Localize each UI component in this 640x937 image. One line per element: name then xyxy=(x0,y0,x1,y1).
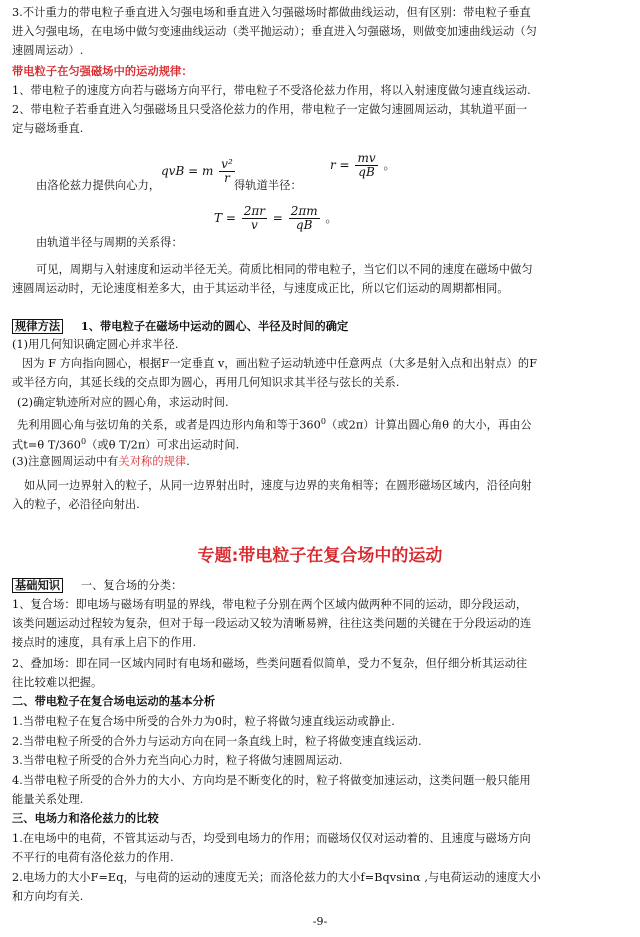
text-line: 往比较难以把握。 xyxy=(12,676,103,689)
text-fragment: 先利用圆心角与弦切角的关系，或者是四边形内角和等于360 xyxy=(17,418,321,432)
text-line: 1、复合场：即电场与磁场有明显的界线，带电粒子分别在两个区域内做两种不同的运动，即分段运动， xyxy=(12,598,528,611)
text-line: 3.当带电粒子所受的合外力充当向心力时，粒子将做匀速圆周运动. xyxy=(12,754,343,767)
text-line: 可见，周期与入射速度和运动半径无关。荷质比相同的带电粒子，当它们以不同的速度在磁场中做匀 xyxy=(36,263,533,276)
formula-equals: = xyxy=(272,211,283,225)
text-line: 或半径方向，其延长线的交点即为圆心，再用几何知识求其半径与弦长的关系. xyxy=(12,376,400,389)
text-fragment: （或θ T/2π）可求出运动时间. xyxy=(86,438,240,452)
formula-denominator: qB xyxy=(358,165,375,179)
text-line: 能量关系处理. xyxy=(12,793,84,806)
text-line: 4.当带电粒子所受的合外力的大小、方向均是不断变化的时，粒子将做变加速运动，这类问题一般只能用 xyxy=(12,774,531,787)
text-line: (3)注意圆周运动中有关对称的规律. xyxy=(12,455,190,468)
box-label: 规律方法 xyxy=(12,319,63,334)
text-fragment: (3)注意圆周运动中有 xyxy=(12,455,119,468)
text-line: 入的粒子，必沿径向射出. xyxy=(12,498,140,511)
text-line: 1.在电场中的电荷，不管其运动与否，均受到电场力的作用；而磁场仅仅对运动着的、且速度与磁场方向 xyxy=(12,832,531,845)
formula-period: 。 xyxy=(383,158,396,172)
rule-heading: 带电粒子在匀强磁场中的运动规律： xyxy=(12,64,193,78)
formula-denominator: r xyxy=(224,171,230,185)
section-heading: 二、带电粒子在复合场电运动的基本分析 xyxy=(12,694,216,708)
formula-period: 。 xyxy=(325,211,338,225)
formula-caption: 由洛伦兹力提供向心力， xyxy=(36,179,161,192)
box-label: 基础知识 xyxy=(12,578,63,593)
section-heading: 三、电场力和洛伦兹力的比较 xyxy=(12,811,159,825)
text-line: 2、带电粒子若垂直进入匀强磁场且只受洛伦兹力的作用，带电粒子一定做匀速圆周运动，其轨道平面一 xyxy=(12,103,528,116)
text-line: 接点时的速度，具有承上启下的作用. xyxy=(12,636,197,649)
text-fragment: 式t=θ T/360 xyxy=(12,438,81,452)
text-line: 2.当带电粒子所受的合外力与运动方向在同一条直线上时，粒子将做变速直线运动. xyxy=(12,735,422,748)
highlight-text: 关对称的规律 xyxy=(118,455,187,468)
text-line: 1.当带电粒子在复合场中所受的合外力为0时，粒子将做匀速直线运动或静止. xyxy=(12,715,395,728)
radius-formula xyxy=(330,152,395,179)
text-line: 速圆周运动）. xyxy=(12,44,84,57)
text-line xyxy=(12,434,626,453)
text-line: 如从同一边界射入的粒子，从同一边界射出时，速度与边界的夹角相等；在圆形磁场区域内，沿径向射 xyxy=(24,479,532,492)
text-fragment: （或2π）计算出圆心角θ 的大小，再由公 xyxy=(326,418,532,432)
formula-caption: 得轨道半径： xyxy=(234,179,302,192)
lorentz-force-formula xyxy=(161,158,237,185)
formula-numerator: mv xyxy=(357,151,376,165)
text-line: (1)用几何知识确定圆心并求半径. xyxy=(12,338,179,351)
formula-numerator: v² xyxy=(221,157,233,171)
formula-numerator: 2πm xyxy=(290,204,318,218)
degree-superscript: 0 xyxy=(320,417,327,426)
text-line: 进入匀强电场，在电场中做匀变速曲线运动（类平抛运动）；垂直进入匀强磁场，则做变加速曲线运动（匀 xyxy=(12,25,537,38)
period-formula xyxy=(214,205,337,232)
text-line: 3.不计重力的带电粒子垂直进入匀强电场和垂直进入匀强磁场时都做曲线运动，但有区别：带电粒子垂直 xyxy=(12,6,531,19)
text-line: (2)确定轨迹所对应的圆心角，求运动时间. xyxy=(17,396,229,409)
text-line: 2、叠加场：即在同一区域内同时有电场和磁场，些类问题看似简单，受力不复杂，但仔细分析其运动往 xyxy=(12,657,528,670)
section-heading: 1、带电粒子在磁场中运动的圆心、半径及时间的确定 xyxy=(80,319,349,333)
formula-lhs: qvB = m xyxy=(161,164,214,178)
text-line: 定与磁场垂直. xyxy=(12,122,84,135)
formula-lhs: r = xyxy=(330,158,350,172)
formula-denominator: qB xyxy=(295,218,313,232)
text-line: 因为 F 方向指向圆心，根据F一定垂直 v，画出粒子运动轨迹中任意两点（大多是射入点和出射点）的F xyxy=(22,357,538,370)
degree-superscript: 0 xyxy=(80,437,87,446)
formula-fraction xyxy=(289,205,320,232)
text-line: 速圆周运动时，无论速度相差多大，由于其运动半径，与速度成正比，所以它们运动的周期都相同。 xyxy=(12,282,509,295)
text-line xyxy=(17,414,626,433)
text-line: 和方向均有关. xyxy=(12,890,84,903)
text-line: 该类问题运动过程较为复杂，但对于每一段运动又较为清晰易辨，往往这类问题的关键在于分段运动的连 xyxy=(12,617,532,630)
text-line: 1、带电粒子的速度方向若与磁场方向平行，带电粒子不受洛伦兹力作用，将以入射速度做匀速直线运动. xyxy=(12,84,531,97)
formula-denominator: v xyxy=(250,218,258,232)
formula-caption: 由轨道半径与周期的关系得： xyxy=(36,236,183,249)
page-number: -9- xyxy=(312,915,328,928)
text-line: 2.电场力的大小F=Eq，与电荷的运动的速度无关；而洛伦兹力的大小f=Bqvsinα ,与电荷运动的速度大小 xyxy=(12,871,541,884)
section-heading: 一、复合场的分类： xyxy=(80,579,183,592)
section-heading-row xyxy=(12,578,626,593)
formula-lhs: T = xyxy=(214,211,236,225)
formula-numerator: 2πr xyxy=(243,204,265,218)
section-heading-row xyxy=(12,319,626,334)
formula-fraction xyxy=(219,158,235,185)
formula-fraction xyxy=(355,152,377,179)
text-line: 不平行的电荷有洛伦兹力的作用. xyxy=(12,851,174,864)
formula-fraction xyxy=(242,205,267,232)
page-title: 专题:带电粒子在复合场中的运动 xyxy=(197,546,443,566)
